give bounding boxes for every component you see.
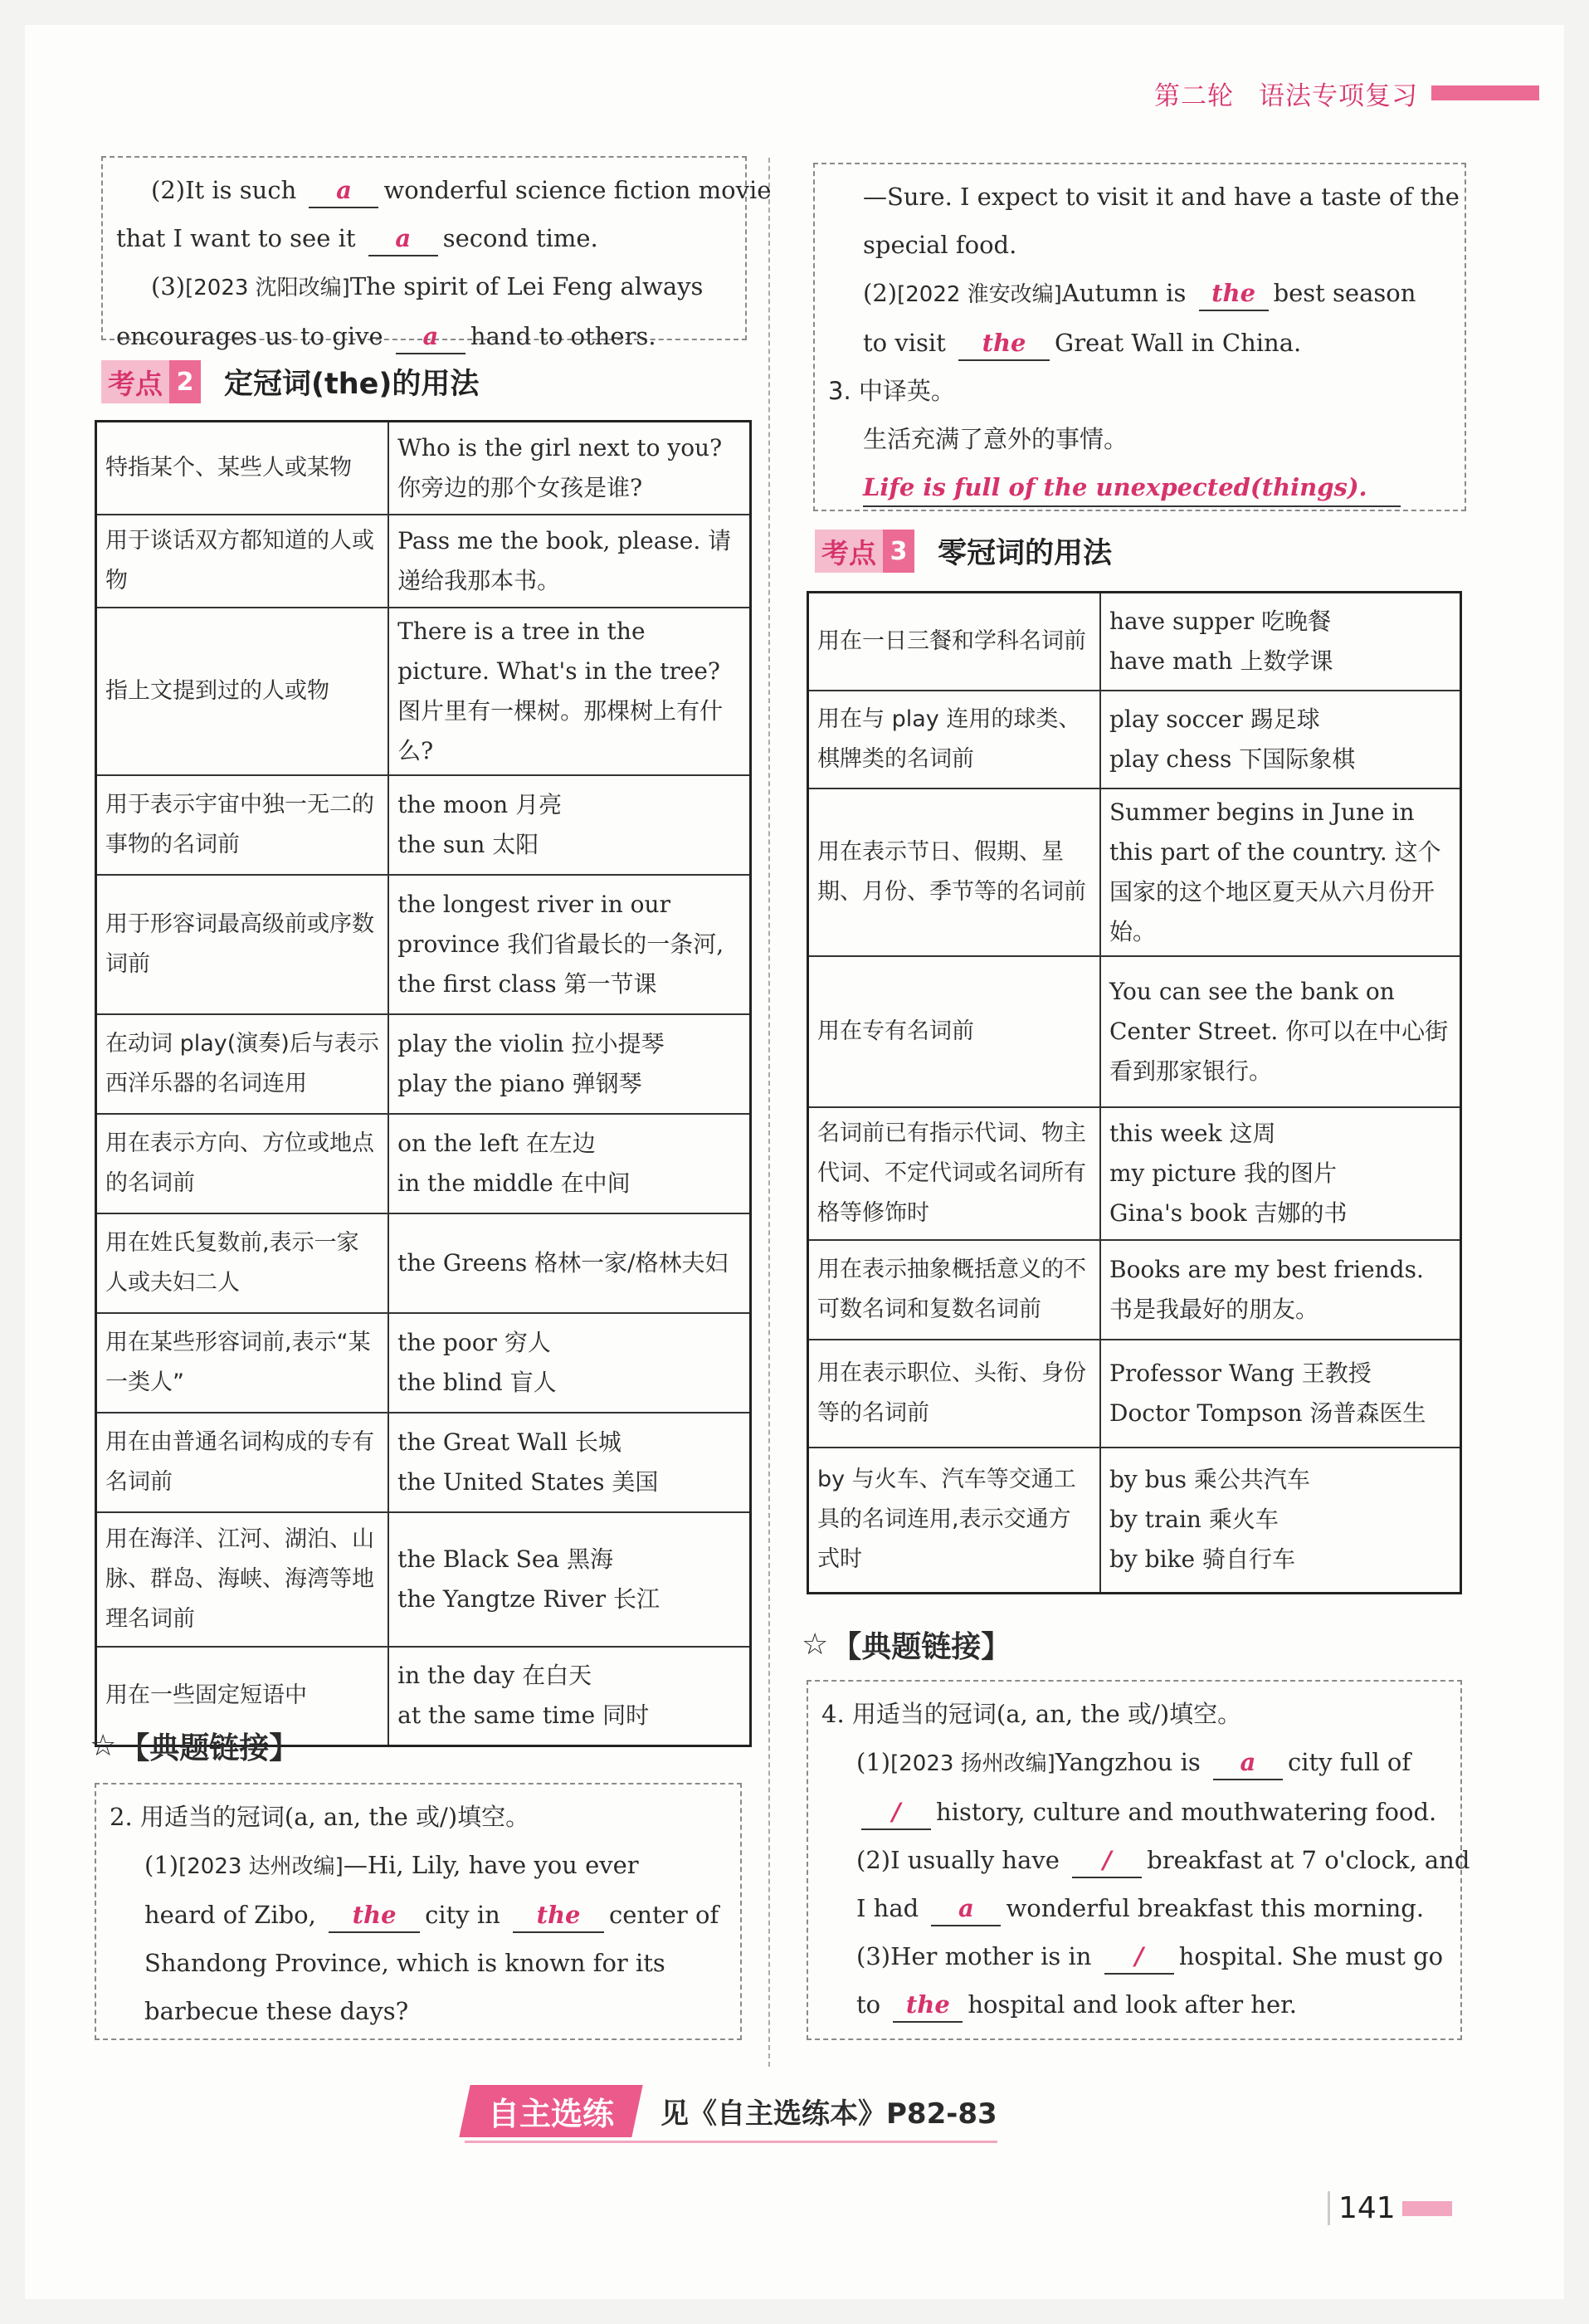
example-cell: this week 这周 my picture 我的图片 Gina's book 吉娜的书 bbox=[1100, 1107, 1461, 1240]
exercise-line: / history, culture and mouthwatering food. bbox=[821, 1788, 1447, 1836]
example-cell: have supper 吃晚餐 have math 上数学课 bbox=[1100, 593, 1461, 691]
table-row bbox=[808, 1240, 1461, 1340]
usage-rule-cell: 名词前已有指示代词、物主代词、不定代词或名词所有格等修饰时 bbox=[808, 1107, 1101, 1240]
section-number: 2 bbox=[169, 360, 201, 403]
answer-blank[interactable]: the bbox=[958, 326, 1050, 361]
usage-rule-cell: 在动词 play(演奏)后与表示西洋乐器的名词连用 bbox=[96, 1014, 389, 1114]
table-row bbox=[808, 1448, 1461, 1594]
star-icon: ☆ bbox=[90, 1728, 117, 1763]
column-divider bbox=[768, 158, 770, 2067]
example-cell: in the day 在白天 at the same time 同时 bbox=[388, 1647, 750, 1746]
example-cell: the Black Sea 黑海 the Yangtze River 长江 bbox=[388, 1512, 750, 1647]
question-3-answer bbox=[828, 463, 1451, 511]
answer-blank[interactable]: the bbox=[513, 1898, 604, 1933]
usage-rule-cell: 用在一日三餐和学科名词前 bbox=[808, 593, 1101, 691]
example-cell: the Great Wall 长城 the United States 美国 bbox=[388, 1413, 750, 1512]
answer-blank[interactable]: a bbox=[309, 173, 378, 208]
table-row bbox=[96, 1213, 751, 1313]
exercise-line: to the hospital and look after her. bbox=[821, 1980, 1447, 2029]
answer-blank[interactable]: a bbox=[396, 320, 465, 354]
usage-rule-cell: 用在表示方向、方位或地点的名词前 bbox=[96, 1114, 389, 1213]
example-cell: Books are my best friends. 书是我最好的朋友。 bbox=[1100, 1240, 1461, 1340]
exercise-line: to visit the Great Wall in China. bbox=[828, 319, 1451, 367]
usage-rule-cell: 用在某些形容词前,表示“某一类人” bbox=[96, 1313, 389, 1413]
question-3-stem: 3. 中译英。 bbox=[828, 377, 955, 405]
example-cell: on the left 在左边 in the middle 在中间 bbox=[388, 1114, 750, 1213]
example-cell: play the violin 拉小提琴 play the piano 弹钢琴 bbox=[388, 1014, 750, 1114]
typical-questions-heading: ☆ 【典题链接】 bbox=[90, 1728, 300, 1765]
table-row bbox=[96, 875, 751, 1014]
running-header bbox=[1154, 68, 1539, 118]
question-3-chinese: 生活充满了意外的事情。 bbox=[863, 425, 1128, 453]
example-cell: the poor 穷人 the blind 盲人 bbox=[388, 1313, 750, 1413]
header-topic: 语法专项复习 bbox=[1259, 81, 1418, 111]
answer-blank[interactable]: the bbox=[329, 1898, 420, 1933]
usage-rule-cell: 用在表示职位、头衔、身份等的名词前 bbox=[808, 1340, 1101, 1448]
answer-blank[interactable]: a bbox=[931, 1892, 1001, 1926]
section-number: 3 bbox=[883, 530, 914, 573]
answer-blank[interactable]: / bbox=[1072, 1843, 1142, 1878]
practice-label: 自主选练 bbox=[459, 2085, 642, 2137]
example-cell: play soccer 踢足球 play chess 下国际象棋 bbox=[1100, 691, 1461, 788]
exercise-line: special food. bbox=[863, 231, 1017, 259]
question-2-box bbox=[95, 1783, 742, 2040]
usage-rule-cell: 特指某个、某些人或某物 bbox=[96, 422, 389, 515]
usage-rule-cell: 用在一些固定短语中 bbox=[96, 1647, 389, 1746]
example-cell: There is a tree in the picture. What's in the tree? 图片里有一棵树。那棵树上有什么? bbox=[388, 608, 750, 775]
practice-reference-banner bbox=[465, 2085, 997, 2143]
example-cell: the Greens 格林一家/格林夫妇 bbox=[388, 1213, 750, 1313]
example-cell: You can see the bank on Center Street. 你可以在中心街看到那家银行。 bbox=[1100, 956, 1461, 1107]
answer-blank[interactable]: the bbox=[893, 1988, 963, 2023]
usage-rule-cell: 用在由普通名词构成的专有名词前 bbox=[96, 1413, 389, 1512]
exercise-line: (1)[2023 扬州改编]Yangzhou is a city full of bbox=[821, 1738, 1447, 1788]
table-row bbox=[96, 1014, 751, 1114]
answer-blank[interactable]: the bbox=[1199, 276, 1269, 311]
section-heading-2 bbox=[101, 359, 479, 405]
section-title: 零冠词的用法 bbox=[938, 537, 1113, 570]
section-title: 定冠词(the)的用法 bbox=[224, 368, 480, 401]
example-cell: Pass me the book, please. 请递给我那本书。 bbox=[388, 515, 750, 608]
usage-rule-cell: by 与火车、汽车等交通工具的名词连用,表示交通方式时 bbox=[808, 1448, 1101, 1594]
table-row bbox=[96, 608, 751, 775]
table-row bbox=[96, 1114, 751, 1213]
section-tag: 考点 bbox=[101, 360, 169, 403]
usage-rule-cell: 指上文提到过的人或物 bbox=[96, 608, 389, 775]
answer-blank[interactable]: a bbox=[1213, 1745, 1283, 1780]
exercise-line: (2)It is such a wonderful science fiction movie bbox=[116, 166, 732, 214]
table-row bbox=[808, 788, 1461, 956]
usage-rule-cell: 用在表示节日、假期、星期、月份、季节等的名词前 bbox=[808, 788, 1101, 956]
answer-blank[interactable]: / bbox=[861, 1795, 931, 1830]
exercise-line: Shandong Province, which is known for its bbox=[144, 1949, 665, 1977]
section-tag: 考点 bbox=[815, 530, 883, 573]
exercise-line: heard of Zibo, the city in the center of bbox=[110, 1891, 727, 1939]
usage-rule-cell: 用于表示宇宙中独一无二的事物的名词前 bbox=[96, 775, 389, 875]
table-row bbox=[808, 956, 1461, 1107]
usage-rule-cell: 用在姓氏复数前,表示一家人或夫妇二人 bbox=[96, 1213, 389, 1313]
exercise-line: encourages us to give a hand to others. bbox=[116, 312, 732, 360]
source-tag: [2023 达州改编] bbox=[178, 1854, 344, 1879]
table-row bbox=[96, 515, 751, 608]
example-cell: Summer begins in June in this part of the country. 这个国家的这个地区夏天从六月份开始。 bbox=[1100, 788, 1461, 956]
usage-rule-cell: 用在表示抽象概括意义的不可数名词和复数名词前 bbox=[808, 1240, 1101, 1340]
exercise-line: (2)[2022 淮安改编]Autumn is the best season bbox=[828, 269, 1451, 319]
table-row bbox=[808, 1107, 1461, 1240]
usage-rule-cell: 用于谈话双方都知道的人或物 bbox=[96, 515, 389, 608]
example-cell: the moon 月亮 the sun 太阳 bbox=[388, 775, 750, 875]
source-tag: [2023 扬州改编] bbox=[890, 1751, 1055, 1776]
practice-reference: 见《自主选练本》P82-83 bbox=[660, 2097, 997, 2131]
table-row bbox=[808, 593, 1461, 691]
section-heading-3 bbox=[815, 528, 1112, 574]
question-4-box bbox=[807, 1680, 1470, 2040]
header-part: 第二轮 bbox=[1154, 81, 1234, 111]
answer-line[interactable]: Life is full of the unexpected(things). bbox=[863, 469, 1401, 507]
exercise-line: barbecue these days? bbox=[144, 1997, 409, 2025]
table-row bbox=[96, 1313, 751, 1413]
example-cell: Who is the girl next to you? 你旁边的那个女孩是谁? bbox=[388, 422, 750, 515]
exercise-line: (1)[2023 达州改编]—Hi, Lily, have you ever bbox=[144, 1851, 639, 1879]
answer-blank[interactable]: / bbox=[1104, 1940, 1174, 1975]
answer-blank[interactable]: a bbox=[368, 222, 438, 256]
typical-questions-heading: ☆ 【典题链接】 bbox=[802, 1627, 1011, 1664]
usage-rule-cell: 用在与 play 连用的球类、棋牌类的名词前 bbox=[808, 691, 1101, 788]
exercise-line: —Sure. I expect to visit it and have a taste of the bbox=[863, 183, 1460, 211]
table-row bbox=[96, 422, 751, 515]
exercise-line: I had a wonderful breakfast this morning. bbox=[821, 1884, 1447, 1932]
table-row bbox=[96, 775, 751, 875]
exercise-line: that I want to see it a second time. bbox=[116, 214, 732, 262]
example-cell: by bus 乘公共汽车 by train 乘火车 by bike 骑自行车 bbox=[1100, 1448, 1461, 1594]
exercise-line: (2)I usually have / breakfast at 7 o'clock, and bbox=[821, 1836, 1447, 1884]
source-tag: [2023 沈阳改编] bbox=[185, 276, 350, 300]
page-number-bar bbox=[1402, 2201, 1452, 2216]
exercise-line: (3)[2023 沈阳改编]The spirit of Lei Feng always bbox=[151, 272, 704, 300]
example-cell: Professor Wang 王教授 Doctor Tompson 汤普森医生 bbox=[1100, 1340, 1461, 1448]
table-row bbox=[808, 691, 1461, 788]
header-accent-bar bbox=[1431, 85, 1539, 100]
usage-rule-cell: 用在海洋、江河、湖泊、山脉、群岛、海峡、海湾等地理名词前 bbox=[96, 1512, 389, 1647]
exercise-box-continued-right bbox=[813, 163, 1466, 511]
example-cell: the longest river in our province 我们省最长的一条河, the first class 第一节课 bbox=[388, 875, 750, 1014]
question-4-stem: 4. 用适当的冠词(a, an, the 或/)填空。 bbox=[821, 1700, 1242, 1728]
table-row bbox=[96, 1512, 751, 1647]
usage-rule-cell: 用在专有名词前 bbox=[808, 956, 1101, 1107]
exercise-line: (3)Her mother is in / hospital. She must go bbox=[821, 1932, 1447, 1980]
source-tag: [2022 淮安改编] bbox=[897, 282, 1062, 307]
star-icon: ☆ bbox=[802, 1627, 829, 1662]
page-number-block bbox=[1328, 2191, 1452, 2225]
table-row bbox=[96, 1413, 751, 1512]
usage-rule-cell: 用于形容词最高级前或序数词前 bbox=[96, 875, 389, 1014]
definite-article-table bbox=[95, 420, 752, 1747]
exercise-box-continued-left bbox=[101, 156, 772, 350]
zero-article-table bbox=[807, 591, 1462, 1594]
question-2-stem: 2. 用适当的冠词(a, an, the 或/)填空。 bbox=[110, 1803, 530, 1831]
table-row bbox=[808, 1340, 1461, 1448]
page-number: 141 bbox=[1328, 2191, 1396, 2225]
